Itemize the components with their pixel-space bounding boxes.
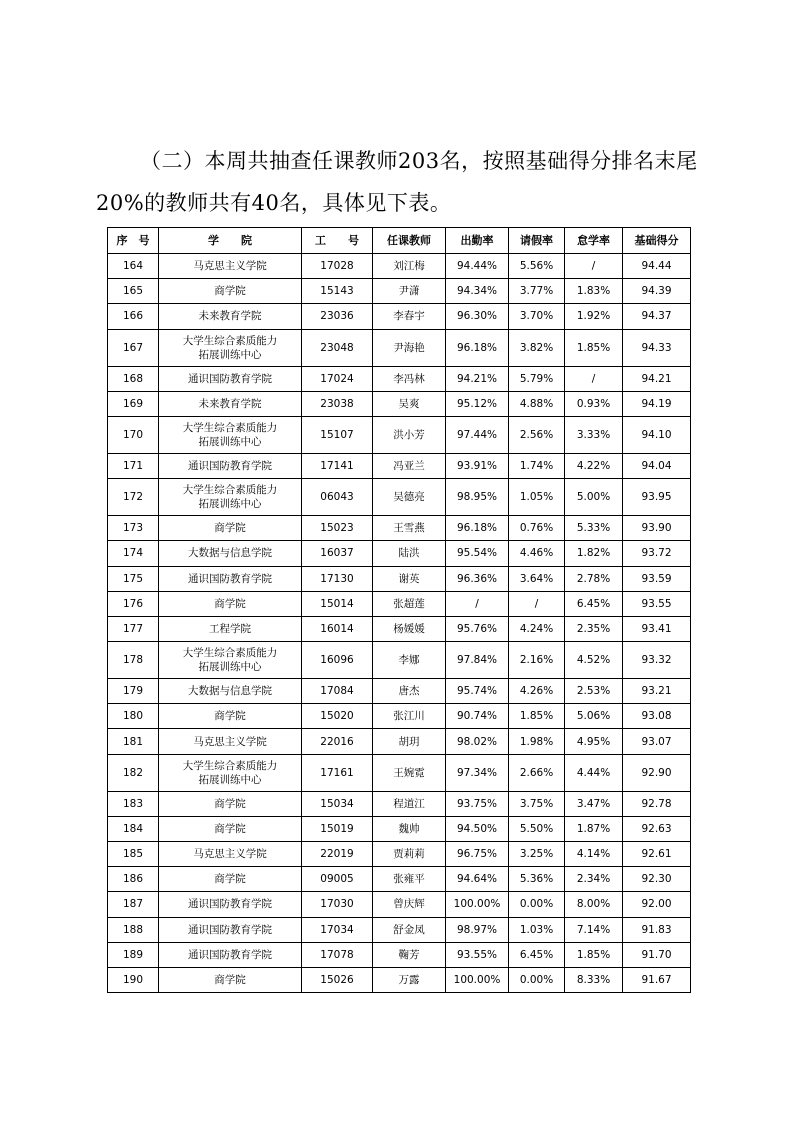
- table-row: [108, 566, 691, 591]
- header-base-score: 基础得分: [623, 228, 691, 254]
- cell-attendance-rate: 94.50%: [446, 816, 509, 841]
- table-row: [108, 679, 691, 704]
- cell-absence-rate: 2.35%: [565, 616, 623, 641]
- cell-teacher: 胡玥: [373, 729, 446, 754]
- cell-leave-rate: 5.36%: [509, 867, 565, 892]
- cell-absence-rate: 4.14%: [565, 842, 623, 867]
- cell-staff-id: 16096: [302, 642, 373, 679]
- cell-leave-rate: 3.64%: [509, 566, 565, 591]
- cell-staff-id: 17034: [302, 917, 373, 942]
- cell-index: 175: [108, 566, 159, 591]
- cell-college: 工程学院: [159, 616, 302, 641]
- cell-leave-rate: 2.66%: [509, 754, 565, 791]
- table-row: [108, 816, 691, 841]
- cell-base-score: 91.67: [623, 967, 691, 992]
- cell-absence-rate: 8.00%: [565, 892, 623, 917]
- cell-absence-rate: 3.33%: [565, 416, 623, 453]
- cell-index: 178: [108, 642, 159, 679]
- table-row: [108, 729, 691, 754]
- table-row: [108, 892, 691, 917]
- table-header-row: [108, 228, 691, 254]
- cell-leave-rate: 3.25%: [509, 842, 565, 867]
- cell-absence-rate: 0.93%: [565, 391, 623, 416]
- cell-attendance-rate: 96.18%: [446, 516, 509, 541]
- cell-college: 商学院: [159, 816, 302, 841]
- cell-base-score: 94.10: [623, 416, 691, 453]
- cell-college: 商学院: [159, 967, 302, 992]
- cell-teacher: 刘江梅: [373, 254, 446, 279]
- cell-base-score: 93.95: [623, 479, 691, 516]
- cell-absence-rate: 4.52%: [565, 642, 623, 679]
- cell-index: 165: [108, 279, 159, 304]
- cell-leave-rate: 0.76%: [509, 516, 565, 541]
- cell-teacher: 唐杰: [373, 679, 446, 704]
- cell-absence-rate: 6.45%: [565, 591, 623, 616]
- cell-base-score: 94.04: [623, 453, 691, 478]
- table-row: [108, 867, 691, 892]
- cell-base-score: 93.07: [623, 729, 691, 754]
- cell-staff-id: 22019: [302, 842, 373, 867]
- cell-teacher: 李冯林: [373, 366, 446, 391]
- cell-absence-rate: 2.53%: [565, 679, 623, 704]
- cell-college: 商学院: [159, 791, 302, 816]
- cell-teacher: 贾莉莉: [373, 842, 446, 867]
- cell-staff-id: 15107: [302, 416, 373, 453]
- cell-absence-rate: /: [565, 254, 623, 279]
- cell-college: 马克思主义学院: [159, 842, 302, 867]
- cell-base-score: 93.41: [623, 616, 691, 641]
- cell-leave-rate: 2.16%: [509, 642, 565, 679]
- cell-attendance-rate: 93.55%: [446, 942, 509, 967]
- cell-teacher: 张超莲: [373, 591, 446, 616]
- cell-college: 商学院: [159, 704, 302, 729]
- cell-index: 166: [108, 304, 159, 329]
- cell-index: 167: [108, 329, 159, 366]
- cell-leave-rate: 4.26%: [509, 679, 565, 704]
- cell-college: 马克思主义学院: [159, 254, 302, 279]
- cell-absence-rate: 8.33%: [565, 967, 623, 992]
- cell-index: 182: [108, 754, 159, 791]
- table-row: [108, 304, 691, 329]
- cell-attendance-rate: 95.54%: [446, 541, 509, 566]
- cell-absence-rate: 1.87%: [565, 816, 623, 841]
- cell-base-score: 93.55: [623, 591, 691, 616]
- cell-attendance-rate: 97.34%: [446, 754, 509, 791]
- cell-index: 173: [108, 516, 159, 541]
- cell-college: 商学院: [159, 279, 302, 304]
- cell-attendance-rate: 95.12%: [446, 391, 509, 416]
- header-teacher: 任课教师: [373, 228, 446, 254]
- cell-college: 通识国防教育学院: [159, 366, 302, 391]
- cell-absence-rate: 1.85%: [565, 942, 623, 967]
- cell-staff-id: 09005: [302, 867, 373, 892]
- cell-staff-id: 17161: [302, 754, 373, 791]
- cell-base-score: 92.78: [623, 791, 691, 816]
- cell-leave-rate: 0.00%: [509, 967, 565, 992]
- cell-college: 大数据与信息学院: [159, 541, 302, 566]
- cell-leave-rate: 1.85%: [509, 704, 565, 729]
- cell-attendance-rate: 96.75%: [446, 842, 509, 867]
- cell-index: 185: [108, 842, 159, 867]
- cell-index: 171: [108, 453, 159, 478]
- cell-staff-id: 15023: [302, 516, 373, 541]
- table-row: [108, 329, 691, 366]
- cell-teacher: 王婉霓: [373, 754, 446, 791]
- cell-college: 大学生综合素质能力 拓展训练中心: [159, 416, 302, 453]
- cell-attendance-rate: 93.91%: [446, 453, 509, 478]
- cell-staff-id: 23048: [302, 329, 373, 366]
- intro-paragraph: [96, 140, 706, 224]
- cell-staff-id: 23038: [302, 391, 373, 416]
- table-row: [108, 416, 691, 453]
- cell-leave-rate: 5.79%: [509, 366, 565, 391]
- cell-staff-id: 15026: [302, 967, 373, 992]
- cell-attendance-rate: 94.44%: [446, 254, 509, 279]
- cell-staff-id: 16037: [302, 541, 373, 566]
- cell-index: 177: [108, 616, 159, 641]
- cell-staff-id: 15034: [302, 791, 373, 816]
- cell-teacher: 张雍平: [373, 867, 446, 892]
- cell-leave-rate: 1.74%: [509, 453, 565, 478]
- cell-absence-rate: 3.47%: [565, 791, 623, 816]
- cell-college: 商学院: [159, 591, 302, 616]
- cell-index: 183: [108, 791, 159, 816]
- cell-index: 168: [108, 366, 159, 391]
- cell-base-score: 93.59: [623, 566, 691, 591]
- cell-teacher: 尹潇: [373, 279, 446, 304]
- cell-staff-id: 17028: [302, 254, 373, 279]
- header-staff-id: 工 号: [302, 228, 373, 254]
- table-row: [108, 842, 691, 867]
- table-row: [108, 616, 691, 641]
- cell-absence-rate: 1.83%: [565, 279, 623, 304]
- cell-index: 164: [108, 254, 159, 279]
- cell-base-score: 92.30: [623, 867, 691, 892]
- table-row: [108, 479, 691, 516]
- cell-leave-rate: 1.03%: [509, 917, 565, 942]
- teacher-score-table: [107, 227, 691, 993]
- cell-absence-rate: 1.82%: [565, 541, 623, 566]
- table-row: [108, 917, 691, 942]
- cell-leave-rate: 5.56%: [509, 254, 565, 279]
- cell-base-score: 94.19: [623, 391, 691, 416]
- cell-leave-rate: 4.24%: [509, 616, 565, 641]
- cell-leave-rate: 1.98%: [509, 729, 565, 754]
- cell-staff-id: 23036: [302, 304, 373, 329]
- cell-attendance-rate: 96.30%: [446, 304, 509, 329]
- table-row: [108, 704, 691, 729]
- cell-absence-rate: 4.44%: [565, 754, 623, 791]
- table-row: [108, 754, 691, 791]
- cell-leave-rate: 6.45%: [509, 942, 565, 967]
- header-college: 学 院: [159, 228, 302, 254]
- cell-teacher: 冯亚兰: [373, 453, 446, 478]
- cell-leave-rate: 3.77%: [509, 279, 565, 304]
- cell-attendance-rate: 98.95%: [446, 479, 509, 516]
- cell-index: 189: [108, 942, 159, 967]
- table-row: [108, 791, 691, 816]
- cell-college: 大学生综合素质能力 拓展训练中心: [159, 754, 302, 791]
- cell-leave-rate: 3.82%: [509, 329, 565, 366]
- cell-index: 180: [108, 704, 159, 729]
- cell-index: 176: [108, 591, 159, 616]
- cell-attendance-rate: 100.00%: [446, 892, 509, 917]
- cell-index: 179: [108, 679, 159, 704]
- cell-staff-id: 17030: [302, 892, 373, 917]
- cell-absence-rate: 2.78%: [565, 566, 623, 591]
- cell-college: 通识国防教育学院: [159, 566, 302, 591]
- cell-absence-rate: 7.14%: [565, 917, 623, 942]
- cell-absence-rate: /: [565, 366, 623, 391]
- cell-absence-rate: 2.34%: [565, 867, 623, 892]
- cell-base-score: 93.08: [623, 704, 691, 729]
- cell-teacher: 王雪燕: [373, 516, 446, 541]
- cell-college: 大学生综合素质能力 拓展训练中心: [159, 642, 302, 679]
- table-row: [108, 967, 691, 992]
- cell-teacher: 曾庆辉: [373, 892, 446, 917]
- header-absence-rate: 怠学率: [565, 228, 623, 254]
- cell-base-score: 93.72: [623, 541, 691, 566]
- cell-staff-id: 15020: [302, 704, 373, 729]
- cell-staff-id: 15019: [302, 816, 373, 841]
- table-row: [108, 254, 691, 279]
- table-body: [108, 254, 691, 993]
- cell-attendance-rate: 98.97%: [446, 917, 509, 942]
- cell-college: 通识国防教育学院: [159, 453, 302, 478]
- cell-absence-rate: 4.22%: [565, 453, 623, 478]
- cell-index: 184: [108, 816, 159, 841]
- cell-leave-rate: 3.75%: [509, 791, 565, 816]
- cell-staff-id: 15143: [302, 279, 373, 304]
- cell-college: 通识国防教育学院: [159, 917, 302, 942]
- cell-attendance-rate: 94.21%: [446, 366, 509, 391]
- cell-leave-rate: 1.05%: [509, 479, 565, 516]
- cell-leave-rate: /: [509, 591, 565, 616]
- cell-attendance-rate: 96.36%: [446, 566, 509, 591]
- cell-staff-id: 22016: [302, 729, 373, 754]
- cell-teacher: 陆洪: [373, 541, 446, 566]
- cell-teacher: 魏帅: [373, 816, 446, 841]
- cell-attendance-rate: 96.18%: [446, 329, 509, 366]
- cell-index: 187: [108, 892, 159, 917]
- cell-teacher: 吴德亮: [373, 479, 446, 516]
- table-row: [108, 516, 691, 541]
- cell-college: 未来教育学院: [159, 304, 302, 329]
- cell-teacher: 舒金凤: [373, 917, 446, 942]
- cell-base-score: 94.37: [623, 304, 691, 329]
- cell-teacher: 鞠芳: [373, 942, 446, 967]
- cell-base-score: 92.90: [623, 754, 691, 791]
- cell-college: 大学生综合素质能力 拓展训练中心: [159, 479, 302, 516]
- cell-index: 188: [108, 917, 159, 942]
- cell-base-score: 92.61: [623, 842, 691, 867]
- cell-college: 大数据与信息学院: [159, 679, 302, 704]
- cell-base-score: 94.21: [623, 366, 691, 391]
- cell-base-score: 92.00: [623, 892, 691, 917]
- cell-teacher: 洪小芳: [373, 416, 446, 453]
- cell-base-score: 94.39: [623, 279, 691, 304]
- cell-base-score: 93.32: [623, 642, 691, 679]
- cell-base-score: 93.90: [623, 516, 691, 541]
- cell-leave-rate: 2.56%: [509, 416, 565, 453]
- cell-teacher: 张江川: [373, 704, 446, 729]
- cell-attendance-rate: 100.00%: [446, 967, 509, 992]
- cell-teacher: 程道江: [373, 791, 446, 816]
- cell-attendance-rate: 95.76%: [446, 616, 509, 641]
- table-row: [108, 366, 691, 391]
- cell-absence-rate: 4.95%: [565, 729, 623, 754]
- cell-attendance-rate: 95.74%: [446, 679, 509, 704]
- cell-absence-rate: 5.33%: [565, 516, 623, 541]
- intro-line-1: （二）本周共抽查任课教师203名，按照基础得分排名末尾: [140, 149, 698, 173]
- cell-index: 170: [108, 416, 159, 453]
- cell-attendance-rate: 93.75%: [446, 791, 509, 816]
- table-row: [108, 541, 691, 566]
- table-row: [108, 942, 691, 967]
- cell-absence-rate: 5.00%: [565, 479, 623, 516]
- table-row: [108, 391, 691, 416]
- cell-attendance-rate: 97.44%: [446, 416, 509, 453]
- cell-leave-rate: 4.88%: [509, 391, 565, 416]
- cell-attendance-rate: 90.74%: [446, 704, 509, 729]
- table-row: [108, 279, 691, 304]
- cell-index: 181: [108, 729, 159, 754]
- cell-college: 商学院: [159, 867, 302, 892]
- cell-teacher: 杨媛媛: [373, 616, 446, 641]
- cell-attendance-rate: /: [446, 591, 509, 616]
- cell-college: 马克思主义学院: [159, 729, 302, 754]
- cell-staff-id: 17024: [302, 366, 373, 391]
- intro-line-2: 20%的教师共有40名，具体见下表。: [96, 191, 452, 215]
- cell-college: 大学生综合素质能力 拓展训练中心: [159, 329, 302, 366]
- cell-staff-id: 17130: [302, 566, 373, 591]
- cell-index: 174: [108, 541, 159, 566]
- table-row: [108, 453, 691, 478]
- cell-leave-rate: 5.50%: [509, 816, 565, 841]
- cell-base-score: 91.70: [623, 942, 691, 967]
- cell-staff-id: 15014: [302, 591, 373, 616]
- cell-staff-id: 17141: [302, 453, 373, 478]
- cell-attendance-rate: 94.64%: [446, 867, 509, 892]
- header-leave-rate: 请假率: [509, 228, 565, 254]
- cell-staff-id: 17078: [302, 942, 373, 967]
- cell-college: 通识国防教育学院: [159, 892, 302, 917]
- cell-index: 190: [108, 967, 159, 992]
- cell-teacher: 尹海艳: [373, 329, 446, 366]
- table-row: [108, 642, 691, 679]
- header-index: 序 号: [108, 228, 159, 254]
- cell-staff-id: 06043: [302, 479, 373, 516]
- cell-attendance-rate: 97.84%: [446, 642, 509, 679]
- header-attendance-rate: 出勤率: [446, 228, 509, 254]
- table-row: [108, 591, 691, 616]
- cell-base-score: 94.33: [623, 329, 691, 366]
- cell-staff-id: 16014: [302, 616, 373, 641]
- cell-base-score: 92.63: [623, 816, 691, 841]
- cell-teacher: 万露: [373, 967, 446, 992]
- cell-absence-rate: 1.85%: [565, 329, 623, 366]
- cell-attendance-rate: 94.34%: [446, 279, 509, 304]
- cell-college: 未来教育学院: [159, 391, 302, 416]
- cell-college: 商学院: [159, 516, 302, 541]
- cell-index: 169: [108, 391, 159, 416]
- cell-base-score: 93.21: [623, 679, 691, 704]
- cell-index: 172: [108, 479, 159, 516]
- cell-college: 通识国防教育学院: [159, 942, 302, 967]
- cell-teacher: 谢英: [373, 566, 446, 591]
- cell-teacher: 李娜: [373, 642, 446, 679]
- cell-base-score: 94.44: [623, 254, 691, 279]
- cell-teacher: 李春宇: [373, 304, 446, 329]
- cell-index: 186: [108, 867, 159, 892]
- cell-leave-rate: 3.70%: [509, 304, 565, 329]
- cell-teacher: 吴爽: [373, 391, 446, 416]
- cell-staff-id: 17084: [302, 679, 373, 704]
- cell-base-score: 91.83: [623, 917, 691, 942]
- cell-leave-rate: 4.46%: [509, 541, 565, 566]
- cell-leave-rate: 0.00%: [509, 892, 565, 917]
- cell-absence-rate: 1.92%: [565, 304, 623, 329]
- cell-absence-rate: 5.06%: [565, 704, 623, 729]
- cell-attendance-rate: 98.02%: [446, 729, 509, 754]
